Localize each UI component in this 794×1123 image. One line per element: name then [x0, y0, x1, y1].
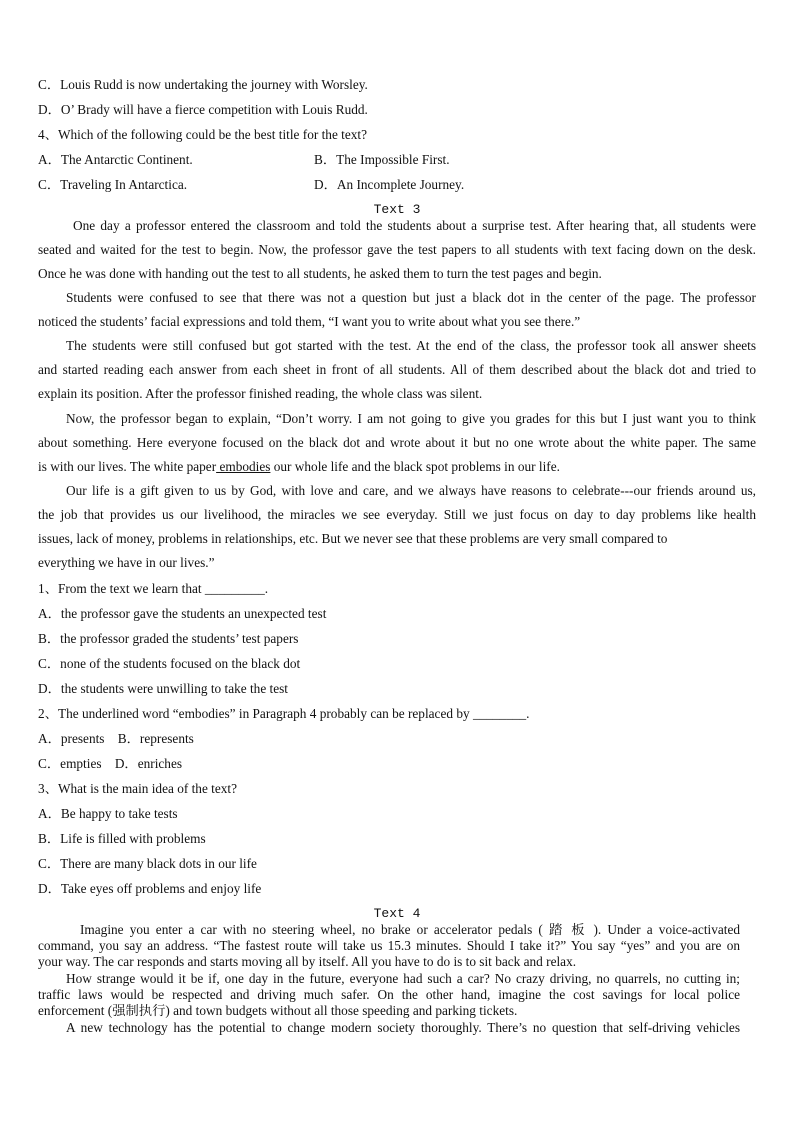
text-line: Now, the professor began to explain, “Don’t worry. I am not going to give you grades for this but I just want you to think [66, 411, 756, 426]
text-line: A．The Antarctic Continent. [38, 152, 193, 167]
text-line: Our life is a gift given to us by God, with love and care, and we always have reasons to celebrate---our friends around us, [66, 483, 756, 498]
text-line: The students were still confused but got started with the test. At the end of the class, the professor took all answer sheets [66, 338, 756, 353]
text-line: noticed the students’ facial expressions and told them, “I want you to write about what you see there.” [38, 314, 581, 329]
text-line: D．An Incomplete Journey. [314, 177, 465, 192]
text-line: D．O’ Brady will have a fierce competition with Louis Rudd. [38, 102, 368, 117]
text-line: 3、What is the main idea of the text? [38, 781, 238, 796]
text-line: seated and waited for the test to begin. Now, the professor gave the test papers to all students with text facing down on the desk. [38, 242, 756, 257]
text-line: A．the professor gave the students an unexpected test [38, 606, 327, 621]
text-line: and started reading each answer from each sheet in front of all students. All of them described about the black dot and tried to [38, 362, 756, 377]
underlined-word: embodies [216, 459, 271, 474]
text-line: Students were confused to see that there was not a question but just a black dot in the center of the page. The professor [66, 290, 756, 305]
text-line: D．the students were unwilling to take the test [38, 681, 289, 696]
text-line: C．There are many black dots in our life [38, 856, 257, 871]
text-line: C．Traveling In Antarctica. [38, 177, 188, 192]
text-line: 4、Which of the following could be the best title for the text? [38, 127, 368, 142]
text-line: A．Be happy to take tests [38, 806, 178, 821]
text-line: Once he was done with handing out the test to all students, he asked them to turn the test pages and begin. [38, 266, 602, 281]
text-line: Imagine you enter a car with no steering wheel, no brake or accelerator pedals ( 踏 板 ). Under a voice-activated [80, 922, 740, 937]
text-line: B．Life is filled with problems [38, 831, 206, 846]
text-line: One day a professor entered the classroom and told the students about a surprise test. After hearing that, all students were [73, 218, 756, 233]
text-line: C．none of the students focused on the black dot [38, 656, 301, 671]
text-line: explain its position. After the professor finished reading, the whole class was silent. [38, 386, 483, 401]
text-line: traffic laws would be respected and driving much safer. On the other hand, imagine the cost savings for local police [38, 987, 740, 1002]
text-segment: is with our lives. The white paper [38, 459, 217, 474]
text-line: C．empties D．enriches [38, 756, 183, 771]
text-line: How strange would it be if, one day in the future, everyone had such a car? No crazy driving, no quarrels, no cutting in; [66, 971, 740, 986]
text-line: enforcement (强制执行) and town budgets without all those speeding and parking tickets. [38, 1003, 518, 1018]
text-line: the job that provides us our livelihood, the miracles we see everyday. Still we just focus on day to day problems like health [38, 507, 756, 522]
text-line: B．the professor graded the students’ test papers [38, 631, 299, 646]
text-line: command, you say an address. “The fastest route will take us 15.3 minutes. Should I take it?” You say “yes” and you are on [38, 938, 740, 953]
text-line: 1、From the text we learn that _________. [38, 581, 269, 596]
text-segment: our whole life and the black spot problems in our life. [270, 459, 560, 474]
section-heading: Text 4 [373, 906, 421, 921]
text-line: your way. The car responds and starts moving all by itself. All you have to do is to sit back and relax. [38, 954, 577, 969]
text-line: 2、The underlined word “embodies” in Paragraph 4 probably can be replaced by ________. [38, 706, 530, 721]
text-line: issues, lack of money, problems in relationships, etc. But we never see that these problems are very small compared to [38, 531, 668, 546]
text-line: about something. Here everyone focused on the black dot and wrote about it but no one wrote about the white paper. The same [38, 435, 756, 450]
text-line: C．Louis Rudd is now undertaking the journey with Worsley. [38, 77, 368, 92]
section-heading: Text 3 [373, 202, 421, 217]
text-line: D．Take eyes off problems and enjoy life [38, 881, 262, 896]
text-line [38, 459, 560, 475]
text-line: B．The Impossible First. [314, 152, 450, 167]
text-line: A new technology has the potential to change modern society thoroughly. There’s no question that self-driving vehicles [66, 1020, 740, 1035]
text-line: everything we have in our lives.” [38, 555, 215, 570]
text-line: A．presents B．represents [38, 731, 194, 746]
